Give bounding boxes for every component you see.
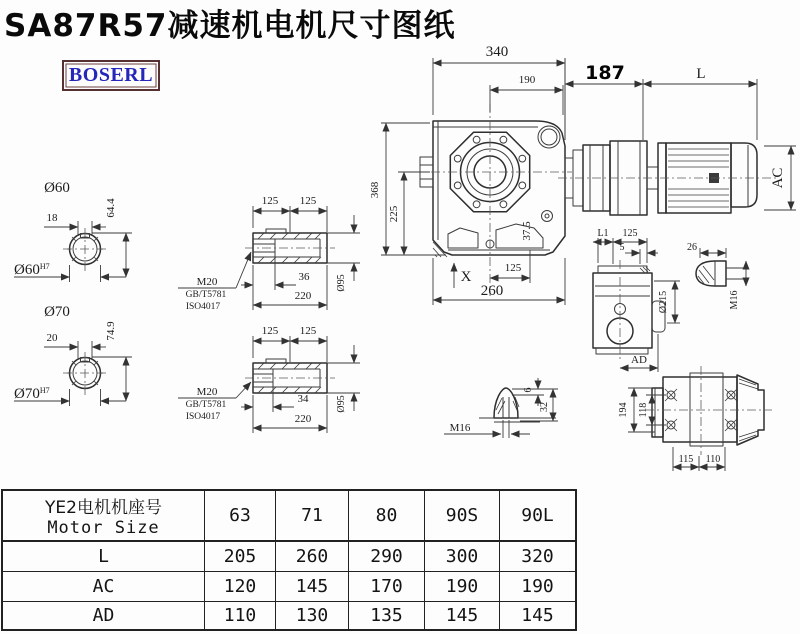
shaft1-dim-125a: 125 <box>261 195 279 207</box>
table-cell: 300 <box>425 542 500 572</box>
table-cell: 135 <box>349 602 425 629</box>
side-view <box>593 228 680 372</box>
brand-logo: BOSERL <box>62 60 160 91</box>
side-dim-5: 5 <box>619 242 625 253</box>
shaft1-std1-label: GB/T5781 <box>185 290 227 300</box>
dim-368-label: 368 <box>369 181 381 199</box>
side-dim-ad: AD <box>631 354 647 366</box>
cone-view <box>444 378 558 438</box>
table-cell: 190 <box>425 572 500 602</box>
dim-260-label: 260 <box>480 283 504 299</box>
shaft2-std2-label: ISO4017 <box>185 412 221 422</box>
dim-225-label: 225 <box>388 205 400 223</box>
shaft2-dim-220: 220 <box>294 413 312 425</box>
dim-340-label: 340 <box>485 44 509 60</box>
table-header-motor-size <box>3 491 205 542</box>
motor-size-table <box>1 489 577 631</box>
shaft2-dim-125b: 125 <box>299 325 317 337</box>
shaft1-dim-125b: 125 <box>299 195 317 207</box>
table-row-label-ac: AC <box>3 572 205 602</box>
bore60-key-label: 18 <box>46 212 58 224</box>
page-title: SA87R57减速机电机尺寸图纸 <box>4 8 456 44</box>
bore60-depth-label: 64.4 <box>105 198 117 218</box>
dim-l-label: L <box>696 66 706 82</box>
table-cell: 170 <box>349 572 425 602</box>
top-dim-194: 194 <box>618 402 629 418</box>
front-view <box>369 44 572 305</box>
top-dim-118: 118 <box>638 402 649 418</box>
bore70-dia-label: $Ø70^{H7}$ <box>14 386 50 402</box>
dim-190-label: 190 <box>518 74 536 86</box>
shaft2-dim-34: 34 <box>297 393 309 405</box>
dim-ac-label: AC <box>770 167 786 189</box>
bore70-view <box>14 304 132 406</box>
table-cell: 260 <box>276 542 349 572</box>
table-header-size-90l: 90L <box>500 491 575 542</box>
bore70-depth-label: 74.9 <box>105 321 117 341</box>
top-dim-110: 110 <box>705 454 721 465</box>
bore70-key-label: 20 <box>46 332 58 344</box>
bore60-title: Ø60 <box>44 180 70 196</box>
top-dim-115: 115 <box>678 454 694 465</box>
x-mark-label: X <box>460 269 472 285</box>
cone-dim-m16: M16 <box>449 422 471 434</box>
hollow-shaft2-view <box>178 325 360 433</box>
bore60-view <box>14 180 132 282</box>
table-cell: 145 <box>276 572 349 602</box>
shaft1-thread-label: M20 <box>196 276 218 288</box>
table-header-size-80: 80 <box>349 491 425 542</box>
dim-37-5-label: 37.5 <box>521 221 533 241</box>
bore60-dia-label: $Ø60^{H7}$ <box>14 262 50 278</box>
table-header-size-71: 71 <box>276 491 349 542</box>
shaft2-thread-label: M20 <box>196 386 218 398</box>
shaft2-std1-label: GB/T5781 <box>185 400 227 410</box>
table-cell: 290 <box>349 542 425 572</box>
side-dim-dia215: Ø215 <box>658 290 669 314</box>
shaft1-dim-220: 220 <box>294 290 312 302</box>
shaft2-dim-dia95: Ø95 <box>336 395 347 413</box>
table-cell: 205 <box>205 542 276 572</box>
shaft1-dim-dia95: Ø95 <box>336 274 347 292</box>
table-cell: 145 <box>521 605 554 626</box>
shaft1-std2-label: ISO4017 <box>185 302 221 312</box>
top-view <box>618 366 772 471</box>
plug-dim-m16: M16 <box>729 290 740 310</box>
bore70-title: Ø70 <box>44 304 70 320</box>
shaft2-dim-125a: 125 <box>261 325 279 337</box>
table-cell: 145 <box>425 602 500 629</box>
table-cell: 130 <box>276 602 349 629</box>
plug-dim-26: 26 <box>687 242 697 253</box>
table-cell: 110 <box>205 602 276 629</box>
shaft1-dim-36: 36 <box>298 271 310 283</box>
table-cell: 120 <box>205 572 276 602</box>
table-header-cn: YE2电机机座号 <box>45 498 162 518</box>
table-row-label-ad: AD <box>3 602 205 629</box>
table-cell: 320 <box>500 542 575 572</box>
table-cell: 190 <box>500 572 575 602</box>
dim-187-label: 187 <box>585 62 625 84</box>
hollow-shaft1-view <box>178 195 360 312</box>
table-header-en: Motor Size <box>47 518 160 538</box>
dim-125-bottom-label: 125 <box>504 262 522 274</box>
cone-dim-6: 6 <box>523 387 534 393</box>
side-dim-l1: L1 <box>597 228 609 239</box>
table-row-label-l: L <box>3 542 205 572</box>
table-header-size-63: 63 <box>205 491 276 542</box>
cone-dim-32: 32 <box>539 402 550 412</box>
plug-view <box>687 242 748 309</box>
motor-view <box>558 58 796 215</box>
side-dim-125: 125 <box>622 228 638 239</box>
table-header-size-90s: 90S <box>425 491 500 542</box>
